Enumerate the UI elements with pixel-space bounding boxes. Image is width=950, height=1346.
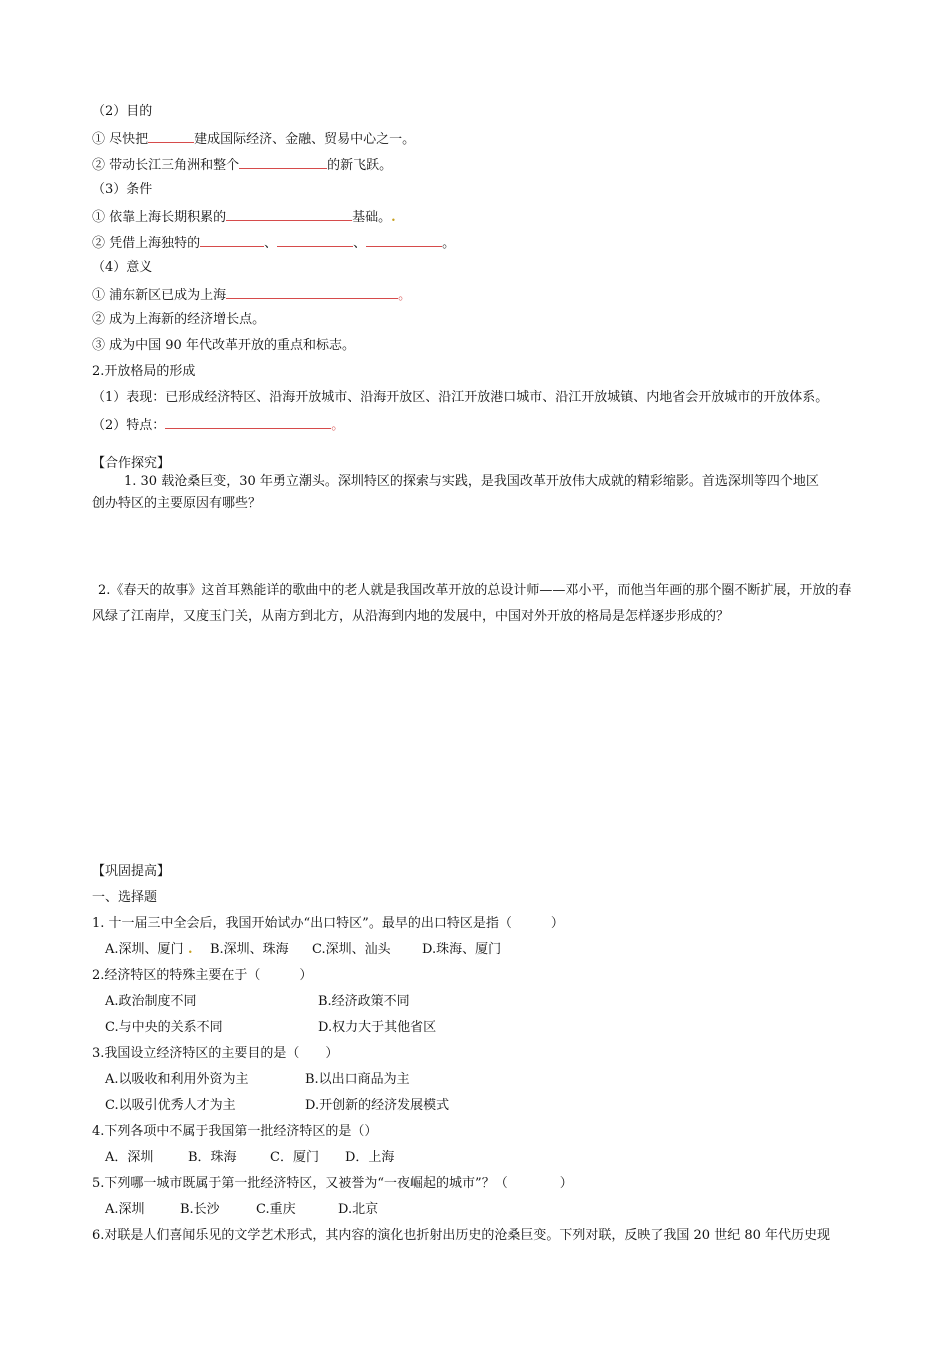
purpose-item-2-pre: ② 带动长江三角洲和整个 (92, 158, 240, 173)
explore-question-1-line-1: 1. 30 载沧桑巨变，30 年勇立潮头。深圳特区的探索与实践，是我国改革开放伟大成就的精彩缩影。首选深圳等四个地区 (124, 474, 819, 489)
conditions-item-2-end: 。 (442, 236, 456, 251)
purpose-item-1-pre: ① 尽快把 (92, 132, 149, 147)
separator: 、 (353, 236, 367, 251)
consolidate-heading: 【巩固提高】 (92, 864, 171, 879)
fill-blank[interactable] (277, 233, 353, 247)
fill-blank[interactable] (200, 233, 264, 247)
conditions-item-1 (92, 207, 396, 227)
fill-blank[interactable] (239, 155, 327, 169)
fill-blank[interactable] (148, 129, 194, 143)
significance-item-1 (92, 285, 411, 305)
conditions-item-1-pre: ① 依靠上海长期积累的 (92, 210, 227, 225)
question-4: 4.下列各项中不属于我国第一批经济特区的是（） (92, 1124, 378, 1139)
option-b[interactable]: B．珠海 (188, 1150, 237, 1165)
explore-heading: 【合作探究】 (92, 456, 171, 471)
option-c[interactable]: C.重庆 (256, 1202, 296, 1217)
option-d[interactable]: D．上海 (345, 1150, 395, 1165)
conditions-item-2-pre: ② 凭借上海独特的 (92, 236, 201, 251)
purpose-heading: （2）目的 (92, 104, 153, 119)
fill-blank[interactable] (226, 285, 398, 299)
purpose-item-2-post: 的新飞跃。 (327, 158, 393, 173)
option-d[interactable]: D.北京 (338, 1202, 379, 1217)
pattern-feature-pre: （2）特点： (92, 418, 166, 433)
purpose-item-1 (92, 129, 415, 149)
option-b[interactable]: B.深圳、珠海 (210, 942, 289, 957)
option-a[interactable]: A.深圳 (105, 1202, 145, 1217)
mark-dot: . (183, 942, 193, 957)
significance-item-1-pre: ① 浦东新区已成为上海 (92, 288, 227, 303)
option-b[interactable]: B.以出口商品为主 (305, 1072, 410, 1087)
conditions-item-2 (92, 233, 455, 253)
option-c[interactable]: C．厦门 (270, 1150, 319, 1165)
option-a[interactable]: A．深圳 (105, 1150, 154, 1165)
significance-item-3: ③ 成为中国 90 年代改革开放的重点和标志。 (92, 338, 355, 353)
option-a[interactable]: A.政治制度不同 (105, 994, 197, 1009)
explore-question-2: 2.《春天的故事》这首耳熟能详的歌曲中的老人就是我国改革开放的总设计师——邓小平，而他当年画的那个圈不断扩展，开放的春风绿了江南岸，又度玉门关，从南方到北方，从沿海到内地的发展中，中国对外开放的格局是怎样逐步形成的？ (92, 583, 852, 624)
conditions-item-1-post: 基础。 (352, 210, 392, 225)
option-c[interactable]: C.深圳、汕头 (312, 942, 391, 957)
pattern-feature-post: 。 (331, 418, 345, 433)
option-d[interactable]: D.开创新的经济发展模式 (305, 1098, 450, 1113)
question-1: 1. 十一届三中全会后，我国开始试办“出口特区”。最早的出口特区是指（ ） (92, 916, 564, 931)
option-a[interactable]: A.深圳、厦门 . (105, 942, 193, 957)
option-b[interactable]: B.长沙 (180, 1202, 220, 1217)
option-c[interactable]: C.与中央的关系不同 (105, 1020, 223, 1035)
fill-blank[interactable] (226, 207, 352, 221)
question-5: 5.下列哪一城市既属于第一批经济特区，又被誉为“一夜崛起的城市”？（ ） (92, 1176, 573, 1191)
mark-dot: . (391, 210, 396, 225)
pattern-manifest: （1）表现：已形成经济特区、沿海开放城市、沿海开放区、沿江开放港口城市、沿江开放城镇、内地省会开放城市的开放体系。 (92, 390, 829, 405)
option-d[interactable]: D.珠海、厦门 (422, 942, 502, 957)
significance-item-2: ② 成为上海新的经济增长点。 (92, 312, 266, 327)
conditions-heading: （3）条件 (92, 182, 153, 197)
question-2: 2.经济特区的特殊主要在于（ ） (92, 968, 313, 983)
significance-heading: （4）意义 (92, 260, 153, 275)
explore-question-1-line-2: 创办特区的主要原因有哪些？ (92, 496, 262, 511)
purpose-item-1-post: 建成国际经济、金融、贸易中心之一。 (194, 132, 416, 147)
option-c[interactable]: C.以吸引优秀人才为主 (105, 1098, 236, 1113)
pattern-heading: 2.开放格局的形成 (92, 364, 196, 379)
option-b[interactable]: B.经济政策不同 (318, 994, 410, 1009)
option-d[interactable]: D.权力大于其他省区 (318, 1020, 437, 1035)
purpose-item-2 (92, 155, 392, 175)
section-choice-title: 一、选择题 (92, 890, 158, 905)
significance-item-1-post: 。 (398, 288, 412, 303)
option-a[interactable]: A.以吸收和利用外资为主 (105, 1072, 249, 1087)
question-6: 6.对联是人们喜闻乐见的文学艺术形式，其内容的演化也折射出历史的沧桑巨变。下列对联，反映了我国 20 世纪 80 年代历史现 (92, 1228, 831, 1243)
fill-blank[interactable] (165, 415, 331, 429)
question-3: 3.我国设立经济特区的主要目的是（ ） (92, 1046, 339, 1061)
pattern-feature (92, 415, 344, 435)
fill-blank[interactable] (366, 233, 442, 247)
separator: 、 (264, 236, 278, 251)
